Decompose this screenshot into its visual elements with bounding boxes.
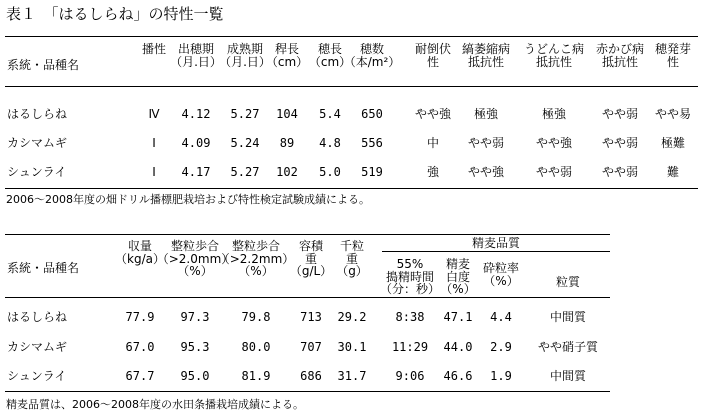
table-2-col-header: 55% 搗精時間 （分：秒） bbox=[379, 257, 441, 297]
table-1-col-header: 系統・品種名 bbox=[7, 58, 80, 72]
table-2-header-rule bbox=[5, 297, 610, 298]
page-title: 表１ 「はるしらね」の特性一覧 bbox=[6, 5, 224, 23]
table-2-row-name: はるしらね bbox=[7, 310, 68, 324]
table-1-cell: やや易 bbox=[654, 107, 692, 121]
table-2-cell: 30.1 bbox=[337, 340, 367, 354]
table-2-col-header: 収量 （kg/a） bbox=[115, 239, 165, 266]
table-2-col-header: 砕粒率 （%） bbox=[482, 261, 520, 288]
table-1-cell: 89 bbox=[279, 136, 295, 150]
table-1-cell: 難 bbox=[666, 165, 680, 179]
table-2-cell: 46.6 bbox=[443, 369, 473, 383]
table-1-cell: 極強 bbox=[473, 107, 499, 121]
table-2-cell: 2.9 bbox=[490, 340, 512, 354]
table-1-cell: やや強 bbox=[414, 107, 452, 121]
table-2-group-rule bbox=[382, 251, 610, 252]
table-2-cell: 95.3 bbox=[180, 340, 210, 354]
table-1-cell: Ⅰ bbox=[152, 136, 156, 150]
table-1-cell: やや弱 bbox=[601, 107, 639, 121]
table-1-cell: やや弱 bbox=[601, 136, 639, 150]
table-1-cell: Ⅳ bbox=[148, 107, 160, 121]
table-2-cell: 67.7 bbox=[125, 369, 155, 383]
table-1-col-header: 成熟期 （月.日） bbox=[219, 42, 271, 69]
table-1-cell: 650 bbox=[361, 107, 383, 121]
table-1-note: 2006～2008年度の畑ドリル播標肥栽培および特性検定試験成績による。 bbox=[6, 193, 370, 206]
table-1-cell: 5.27 bbox=[230, 165, 260, 179]
table-2-cell: 95.0 bbox=[180, 369, 210, 383]
table-1-cell: 5.4 bbox=[319, 107, 341, 121]
table-2-cell: 中間質 bbox=[549, 310, 587, 324]
table-1-bottom-rule bbox=[5, 188, 698, 189]
table-2-col-header: 粒質 bbox=[555, 275, 581, 289]
table-1-cell: 4.12 bbox=[181, 107, 211, 121]
table-2-cell: 9:06 bbox=[395, 369, 425, 383]
table-2-cell: 31.7 bbox=[337, 369, 367, 383]
table-1-cell: 強 bbox=[426, 165, 440, 179]
table-2-cell: やや硝子質 bbox=[537, 340, 599, 354]
table-2-bottom-rule bbox=[5, 391, 610, 392]
table-2-col-header: 系統・品種名 bbox=[7, 261, 80, 275]
table-1-row-name: シュンライ bbox=[7, 165, 67, 179]
table-1-cell: 556 bbox=[361, 136, 383, 150]
table-1-cell: 極強 bbox=[541, 107, 567, 121]
table-2-cell: 29.2 bbox=[337, 310, 367, 324]
table-1-cell: 5.24 bbox=[230, 136, 260, 150]
table-2-col-header: 容積 重 （g/L） bbox=[289, 239, 333, 279]
table-2-cell: 中間質 bbox=[549, 369, 587, 383]
table-1-row-name: カシマムギ bbox=[7, 136, 68, 150]
table-1-cell: やや弱 bbox=[467, 136, 505, 150]
table-1-header-rule bbox=[5, 86, 698, 87]
table-1-col-header: 耐倒伏 性 bbox=[414, 42, 452, 69]
table-2-top-rule bbox=[5, 234, 610, 235]
table-2-cell: 11:29 bbox=[391, 340, 429, 354]
table-2-col-header: 整粒歩合 （>2.0mm） （%） bbox=[156, 239, 234, 279]
table-2-cell: 1.9 bbox=[490, 369, 512, 383]
table-1-col-header: 出穂期 （月.日） bbox=[170, 42, 222, 69]
table-2-cell: 707 bbox=[300, 340, 322, 354]
table-2-row-name: カシマムギ bbox=[7, 340, 68, 354]
table-1-cell: 5.27 bbox=[230, 107, 260, 121]
table-1-cell: 4.8 bbox=[319, 136, 341, 150]
table-1-cell: 102 bbox=[276, 165, 298, 179]
table-2-col-header: 精麦 白度 （%） bbox=[440, 257, 476, 297]
table-2-col-header: 整粒歩合 （>2.2mm） （%） bbox=[217, 239, 295, 279]
table-1-cell: 4.17 bbox=[181, 165, 211, 179]
table-2-cell: 8:38 bbox=[395, 310, 425, 324]
table-1-col-header: 赤かび病 抵抗性 bbox=[595, 42, 645, 69]
table-2-cell: 80.0 bbox=[241, 340, 271, 354]
table-1-cell: Ⅰ bbox=[152, 165, 156, 179]
table-1-top-rule bbox=[5, 36, 698, 37]
table-1-cell: やや強 bbox=[535, 136, 573, 150]
table-1-cell: やや弱 bbox=[535, 165, 573, 179]
table-2-cell: 4.4 bbox=[490, 310, 512, 324]
table-2-group-header: 精麦品質 bbox=[471, 236, 521, 250]
table-2-cell: 713 bbox=[300, 310, 322, 324]
table-1-cell: 104 bbox=[276, 107, 298, 121]
table-2-note: 精麦品質は、2006～2008年度の水田条播栽培成績による。 bbox=[6, 398, 304, 411]
table-1-col-header: 穂発芽 性 bbox=[654, 42, 692, 69]
table-1-cell: 中 bbox=[426, 136, 440, 150]
table-1-cell: 極難 bbox=[660, 136, 686, 150]
table-1-cell: 4.09 bbox=[181, 136, 211, 150]
table-2-cell: 686 bbox=[300, 369, 322, 383]
table-2-cell: 67.0 bbox=[125, 340, 155, 354]
table-2-cell: 79.8 bbox=[241, 310, 271, 324]
table-1-row-name: はるしらね bbox=[7, 107, 68, 121]
table-2-row-name: シュンライ bbox=[7, 369, 67, 383]
table-1-col-header: 穂数 （本/m²） bbox=[343, 42, 401, 69]
table-1-cell: 5.0 bbox=[319, 165, 341, 179]
table-2-cell: 97.3 bbox=[180, 310, 210, 324]
table-1-cell: やや強 bbox=[467, 165, 505, 179]
table-1-col-header: 縞萎縮病 抵抗性 bbox=[461, 42, 511, 69]
table-1-col-header: 穂長 （cm） bbox=[308, 42, 352, 69]
table-1-col-header: うどんこ病 抵抗性 bbox=[523, 42, 585, 69]
table-2-cell: 77.9 bbox=[125, 310, 155, 324]
table-1-cell: やや弱 bbox=[601, 165, 639, 179]
table-2-cell: 44.0 bbox=[443, 340, 473, 354]
table-2-cell: 81.9 bbox=[241, 369, 271, 383]
table-1-cell: 519 bbox=[361, 165, 383, 179]
table-1-col-header: 稈長 （cm） bbox=[265, 42, 309, 69]
table-2-cell: 47.1 bbox=[443, 310, 473, 324]
table-2-col-header: 千粒 重 （g） bbox=[336, 239, 368, 279]
table-1-col-header: 播性 bbox=[141, 42, 167, 56]
